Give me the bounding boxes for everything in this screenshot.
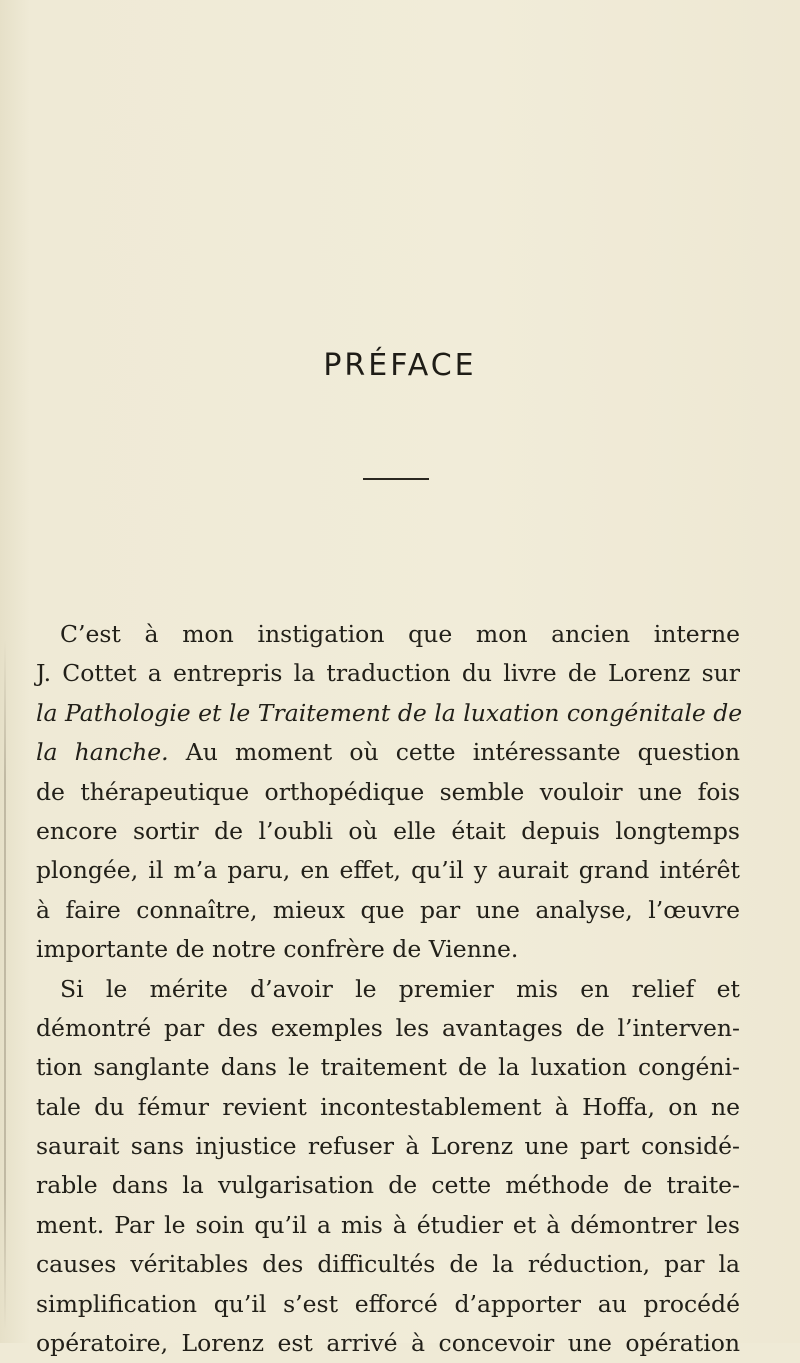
text-fragment: Au moment où cette intéressante question: [185, 738, 740, 767]
text-line: causes véritables des difficultés de la réduction, par la: [36, 1250, 740, 1279]
text-line: J. Cottet a entrepris la traduction du livre de Lorenz sur: [36, 659, 740, 688]
text-line: la Pathologie et le Traitement de la luxation congénitale de: [36, 698, 743, 727]
text-line: rable dans la vulgarisation de cette méthode de traite-: [36, 1171, 740, 1200]
text-line: de thérapeutique orthopédique semble vouloir une fois: [36, 777, 740, 806]
text-line: Si le mérite d’avoir le premier mis en relief et: [60, 974, 740, 1003]
text-line: opératoire, Lorenz est arrivé à concevoir une opération: [36, 1329, 740, 1358]
text-line: plongée, il m’a paru, en effet, qu’il y aurait grand intérêt: [36, 856, 740, 885]
title-divider: [363, 478, 429, 480]
body-text: [36, 615, 743, 1363]
text-line: C’est à mon instigation que mon ancien interne: [60, 620, 740, 648]
page-edge-shadow: [4, 640, 6, 1330]
text-line: démontré par des exemples les avantages de l’interven-: [36, 1013, 740, 1042]
text-line: [36, 733, 740, 772]
text-line: tion sanglante dans le traitement de la luxation congéni-: [36, 1053, 740, 1082]
text-line: simplification qu’il s’est efforcé d’apporter au procédé: [36, 1289, 740, 1318]
text-line: à faire connaître, mieux que par une analyse, l’œuvre: [36, 895, 740, 924]
text-line: tale du fémur revient incontestablement à Hoffa, on ne: [36, 1092, 740, 1121]
text-line: ment. Par le soin qu’il a mis à étudier et à démontrer les: [36, 1210, 740, 1239]
text-line: importante de notre confrère de Vienne.: [36, 935, 519, 964]
text-line: saurait sans injustice refuser à Lorenz une part considé-: [36, 1132, 740, 1161]
text-line: encore sortir de l’oubli où elle était depuis longtemps: [36, 816, 740, 845]
text-fragment-italic: la hanche.: [36, 738, 169, 767]
page-title: PRÉFACE: [323, 348, 477, 383]
